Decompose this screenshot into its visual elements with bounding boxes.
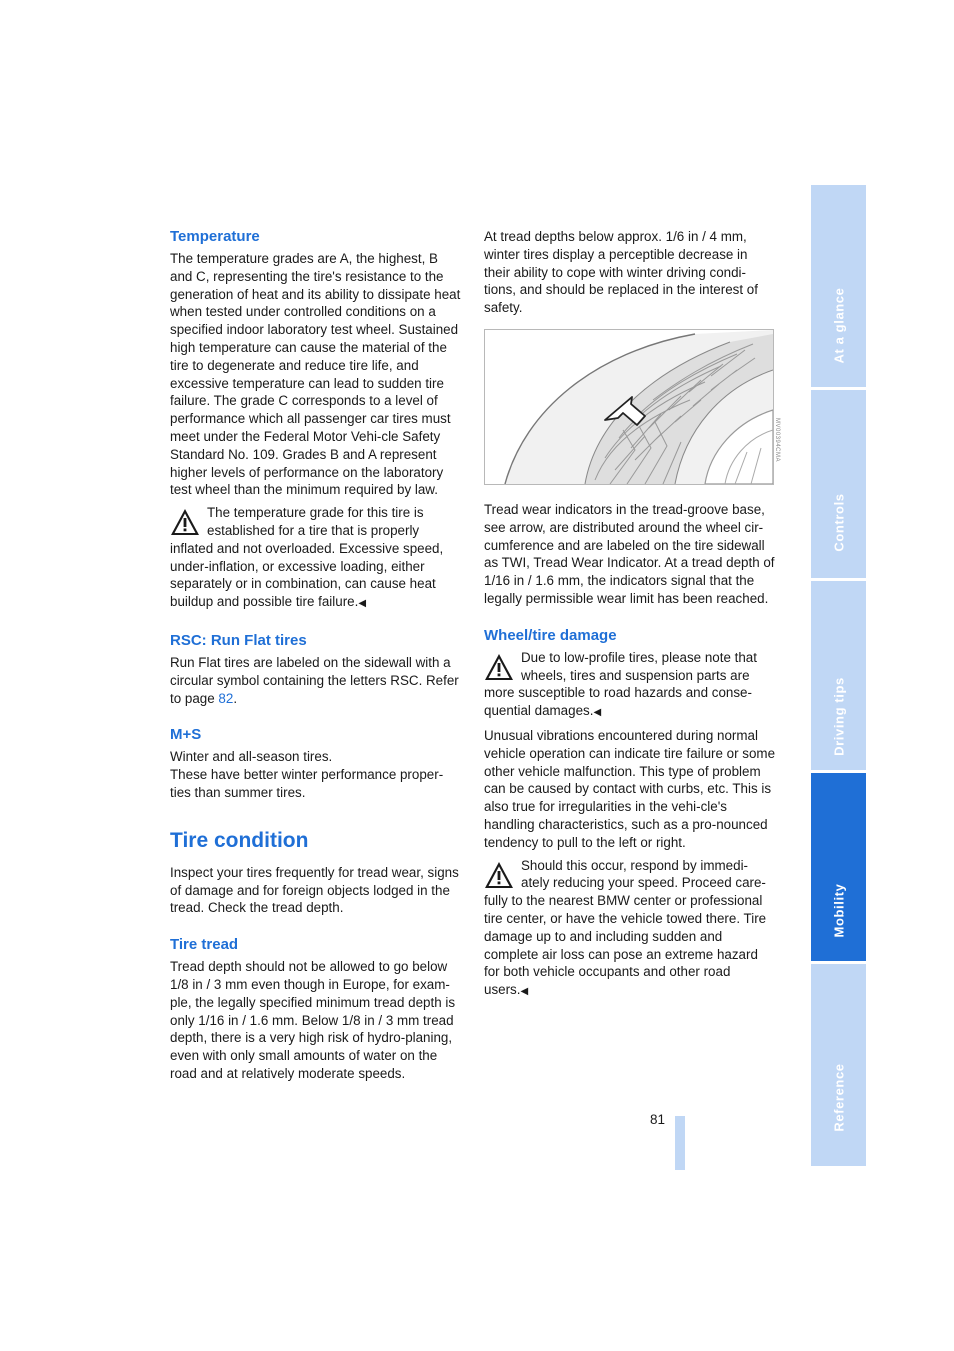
tire-tread-illustration bbox=[485, 330, 773, 484]
tab-label: Controls bbox=[831, 493, 846, 552]
ms-heading: M+S bbox=[170, 726, 202, 744]
tab-label: Mobility bbox=[831, 883, 846, 938]
tab-controls[interactable] bbox=[811, 390, 866, 578]
tab-label: Driving tips bbox=[831, 677, 846, 756]
damage-warning-text: Due to low-profile tires, please note that wheels, tires and suspension parts are more susceptible to road hazards and conse-quential damages. bbox=[484, 649, 757, 719]
warning-icon bbox=[170, 507, 200, 537]
page-number-bar bbox=[675, 1116, 685, 1170]
tire-condition-heading: Tire condition bbox=[170, 828, 309, 852]
figure-code: MV00394CMA bbox=[774, 418, 780, 463]
end-mark: ◀ bbox=[358, 598, 367, 610]
respond-warning bbox=[484, 857, 776, 1001]
rsc-text: Run Flat tires are labeled on the sidewall with a circular symbol containing the letters RSC. Refer to page bbox=[170, 654, 459, 706]
page-82-link[interactable]: 82 bbox=[218, 690, 234, 706]
rsc-end: . bbox=[233, 690, 238, 706]
page-number: 81 bbox=[650, 1112, 666, 1127]
ms-body-1: Winter and all-season tires. bbox=[170, 749, 333, 765]
warning-icon bbox=[484, 652, 514, 682]
temperature-warning bbox=[170, 504, 462, 613]
vibration-body: Unusual vibrations encountered during normal vehicle operation can indicate tire failure or some other vehicle malfunction. This type of problem can be caused by contact with curbs, etc. This is also true for irregularities in the vehi-cle's handling characteristics, such as a pro-nounced tendency to pull to the left or right. bbox=[484, 727, 776, 850]
tab-mobility[interactable] bbox=[811, 773, 866, 961]
temperature-body: The temperature grades are A, the highest, B and C, representing the tire's resistance to the generation of heat and its ability to dissipate heat when tested under controlled conditions on a specified indoor laboratory test wheel. Sustained high temperature can cause the material of the tire to degenerate and reduce tire life, and excessive temperature can lead to sudden tire failure. The grade C corresponds to a level of performance which all passenger car tires must meet under the Federal Motor Vehi-cle Safety Standard No. 109. Grades B and A represent higher levels of performance on the laboratory test wheel than the minimum required by law. bbox=[170, 251, 461, 498]
wheel-tire-damage-heading: Wheel/tire damage bbox=[484, 626, 617, 644]
respond-warning-text: Should this occur, respond by immedi-ately reducing your speed. Proceed care-fully to the nearest BMW center or professional tire center, or have the vehicle towed there. Tire damage up to and including sudden and complete air loss can pose an extreme hazard for both vehicle occupants and other road users. bbox=[484, 857, 767, 998]
tab-reference[interactable] bbox=[811, 964, 866, 1166]
right-column bbox=[484, 228, 776, 1001]
tire-condition-body: Inspect your tires frequently for tread wear, signs of damage and for foreign objects lodged in the tread. Check the tread depth. bbox=[170, 864, 459, 916]
tab-label: At a glance bbox=[831, 287, 846, 364]
temperature-heading: Temperature bbox=[170, 228, 260, 245]
rsc-heading: RSC: Run Flat tires bbox=[170, 631, 307, 649]
twi-body: Tread wear indicators in the tread-groove base, see arrow, are distributed around the wheel cir-cumference and are labeled on the tire sidewall as TWI, Tread Wear Indicator. At a tread depth of 1/16 in / 1.6 mm, the indicators signal that the legally permissible wear limit has been reached. bbox=[484, 501, 775, 606]
temperature-warning-text: The temperature grade for this tire is established for a tire that is properly inflated and not overloaded. Excessive speed, under-inflation, or excessive loading, either separately or in combination, can cause heat buildup and possible tire failure. bbox=[170, 505, 444, 610]
tab-driving-tips[interactable] bbox=[811, 581, 866, 770]
end-mark: ◀ bbox=[593, 707, 602, 719]
warning-icon bbox=[484, 860, 514, 890]
rsc-body bbox=[170, 654, 462, 707]
ms-body-2: These have better winter performance proper-ties than summer tires. bbox=[170, 767, 444, 800]
left-column bbox=[170, 228, 462, 1083]
tire-tread-heading: Tire tread bbox=[170, 936, 239, 954]
damage-warning bbox=[484, 649, 776, 722]
tire-tread-body: Tread depth should not be allowed to go below 1/8 in / 3 mm even though in Europe, for exam-ple, the legally specified minimum tread depth is only 1/16 in / 1.6 mm. Below 1/8 in / 3 mm tread depth, there is a very high risk of hydro-planing, even with only small amounts of water on the road and at relatively moderate speeds. bbox=[170, 959, 456, 1081]
tab-at-a-glance[interactable] bbox=[811, 185, 866, 387]
end-mark: ◀ bbox=[520, 986, 529, 998]
tab-label: Reference bbox=[831, 1063, 846, 1132]
tread-wear-figure bbox=[484, 329, 774, 485]
winter-tires-body: At tread depths below approx. 1/6 in / 4 mm, winter tires display a perceptible decrease in their ability to cope with winter driving condi-tions, and should be replaced in the interest of safety. bbox=[484, 229, 758, 316]
